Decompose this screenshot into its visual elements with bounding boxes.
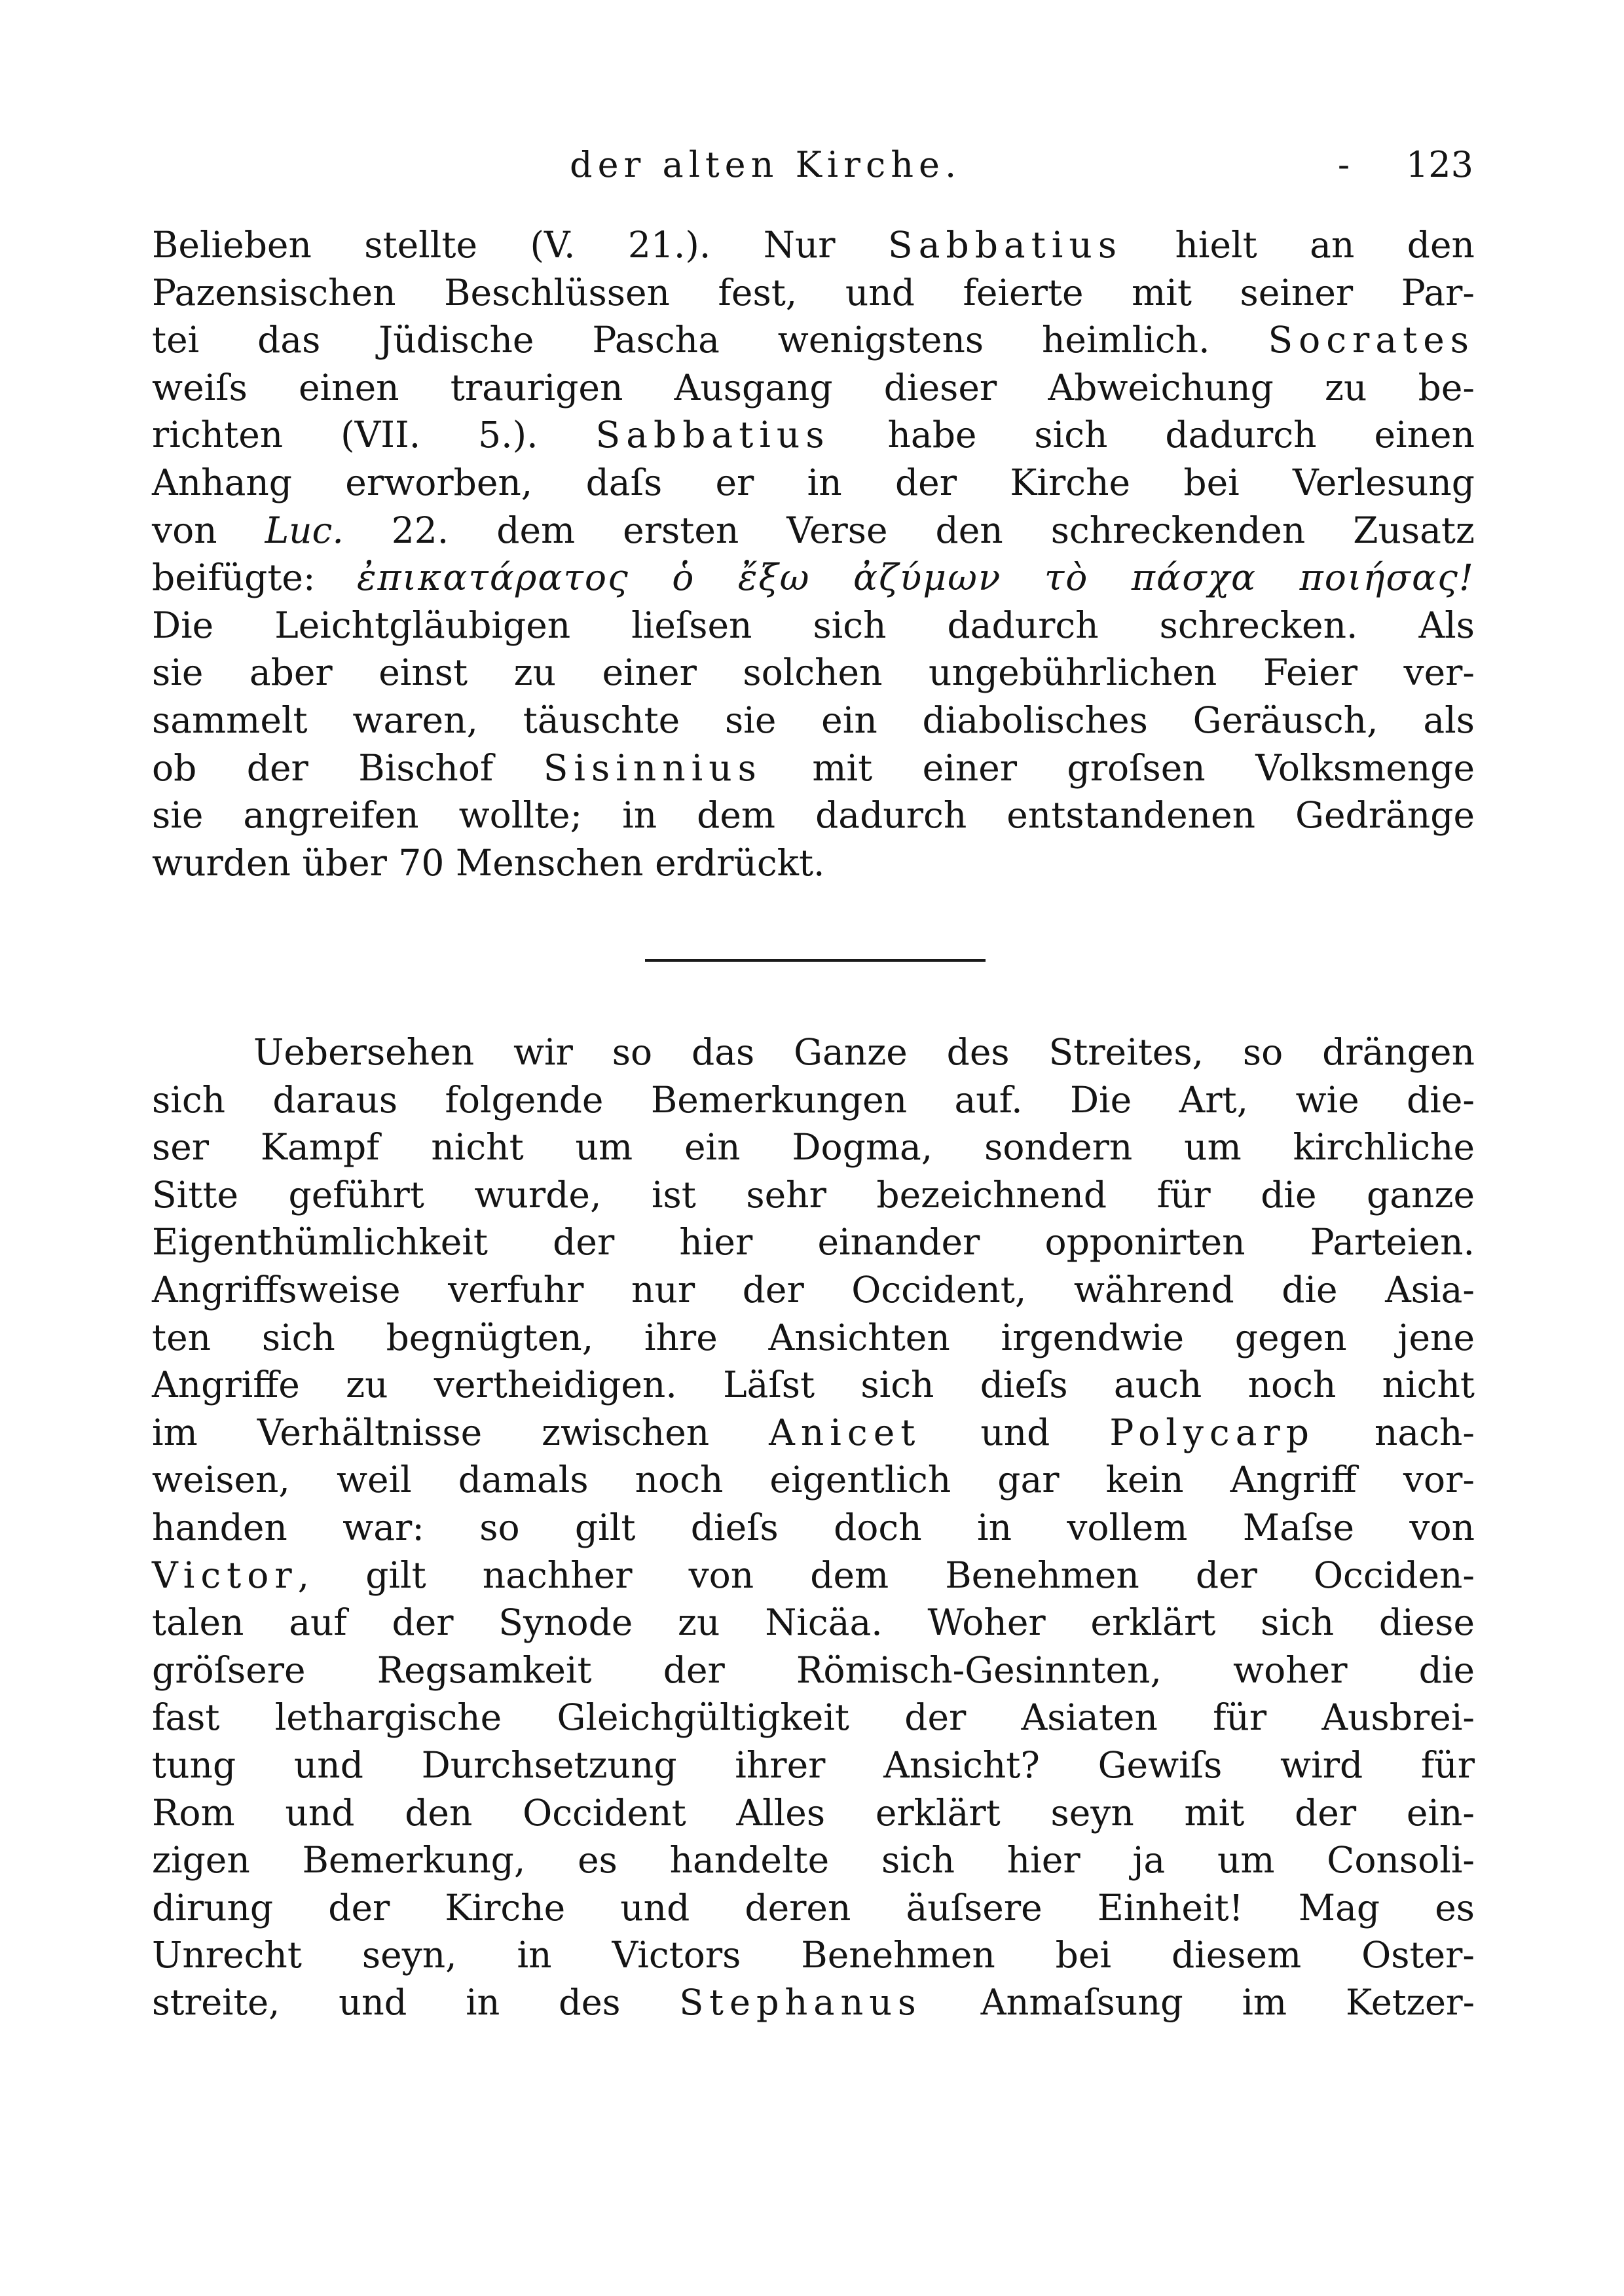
text-line: talen auf der Synode zu Nicäa. Woher erklärt sich diese: [152, 1601, 1475, 1644]
text-line: tei das Jüdische Pascha wenigstens heimlich. Socrates: [152, 319, 1475, 361]
name-polycarp: Polycarp: [1109, 1411, 1315, 1453]
text-line: von Luc. 22. dem ersten Verse den schreckenden Zusatz: [152, 509, 1475, 551]
text-line: Pazensischen Beschlüssen fest, und feierte mit seiner Par-: [152, 271, 1475, 314]
text-line: Sitte geführt wurde, ist sehr bezeichnend für die ganze: [152, 1173, 1475, 1216]
text-line: Angriffsweise verfuhr nur der Occident, während die Asia-: [152, 1268, 1475, 1311]
name-socrates: Socrates: [1268, 319, 1475, 361]
name-sisinnius: Sisinnius: [543, 746, 762, 789]
text-line: Rom und den Occident Alles erklärt seyn mit der ein-: [152, 1791, 1475, 1834]
text-line: sammelt waren, täuschte sie ein diabolisches Geräusch, als: [152, 699, 1475, 741]
text-line: weisen, weil damals noch eigentlich gar kein Angriff vor-: [152, 1459, 1475, 1501]
text-line: Angriffe zu vertheidigen. Läſst sich dieſs auch noch nicht: [152, 1364, 1475, 1406]
citation-luc: Luc.: [265, 509, 344, 551]
text-line: sich daraus folgende Bemerkungen auf. Die Art, wie die-: [152, 1078, 1475, 1121]
text-line: ob der Bischof Sisinnius mit einer groſsen Volksmenge: [152, 746, 1475, 789]
running-head: [524, 137, 1473, 196]
name-sabbatius: Sabbatius: [888, 224, 1123, 266]
running-title: der alten Kirche.: [570, 144, 962, 185]
text-line: ser Kampf nicht um ein Dogma, sondern um kirchliche: [152, 1126, 1475, 1169]
name-anicet: Anicet: [769, 1411, 921, 1453]
text-line: wurden über 70 Menschen erdrückt.: [152, 841, 825, 884]
text-line: ten sich begnügten, ihre Ansichten irgendwie gegen jene: [152, 1316, 1475, 1358]
page-number: [1338, 144, 1473, 185]
text-line: Eigenthümlichkeit der hier einander opponirten Parteien.: [152, 1221, 1475, 1264]
text-line: sie aber einst zu einer solchen ungebührlichen Feier ver-: [152, 651, 1475, 694]
paragraph-1: [152, 221, 1475, 886]
text-line: zigen Bemerkung, es handelte sich hier ja um Consoli-: [152, 1839, 1475, 1882]
text-line: gröſsere Regsamkeit der Römisch-Gesinnten, woher die: [152, 1649, 1475, 1691]
text-line: dirung der Kirche und deren äuſsere Einheit! Mag es: [152, 1886, 1475, 1929]
text-line: streite, und in des Stephanus Anmaſsung im Ketzer-: [152, 1981, 1475, 2023]
text-line: fast lethargische Gleichgültigkeit der Asiaten für Ausbrei-: [152, 1696, 1475, 1739]
text-line: Die Leichtgläubigen lieſsen sich dadurch schrecken. Als: [152, 604, 1475, 646]
name-sabbatius: Sabbatius: [595, 414, 830, 456]
text-line: beifügte: ἐπικατάρατος ὁ ἔξω ἀζύμων τὸ πάσχα ποιήσας!: [152, 556, 1475, 599]
text-line: weiſs einen traurigen Ausgang dieser Abweichung zu be-: [152, 366, 1475, 409]
text-line: Unrecht seyn, in Victors Benehmen bei diesem Oster-: [152, 1934, 1475, 1977]
text-line: Anhang erworben, daſs er in der Kirche bei Verlesung: [152, 461, 1475, 503]
section-divider: [645, 959, 986, 962]
text-line: im Verhältnisse zwischen Anicet und Polycarp nach-: [152, 1411, 1475, 1453]
page-number-value: 123: [1405, 144, 1473, 185]
text-line: tung und Durchsetzung ihrer Ansicht? Gewiſs wird für: [152, 1743, 1475, 1786]
name-stephanus: Stephanus: [679, 1981, 922, 2023]
text-line: richten (VII. 5.). Sabbatius habe sich dadurch einen: [152, 414, 1475, 456]
text-line: Victor, gilt nachher von dem Benehmen der Occiden-: [152, 1554, 1475, 1596]
text-line: Belieben stellte (V. 21.). Nur Sabbatius hielt an den: [152, 224, 1475, 266]
header-dash: -: [1337, 144, 1350, 185]
paragraph-2: [152, 1029, 1475, 2026]
text-line: Uebersehen wir so das Ganze des Streites, so drängen: [253, 1031, 1475, 1073]
name-victor: Victor: [152, 1554, 298, 1596]
text-line: handen war: so gilt dieſs doch in vollem Maſse von: [152, 1506, 1475, 1548]
text-line: sie angreifen wollte; in dem dadurch entstandenen Gedränge: [152, 794, 1475, 837]
greek-quotation: ἐπικατάρατος ὁ ἔξω ἀζύμων τὸ πάσχα ποιήσας!: [356, 556, 1475, 599]
